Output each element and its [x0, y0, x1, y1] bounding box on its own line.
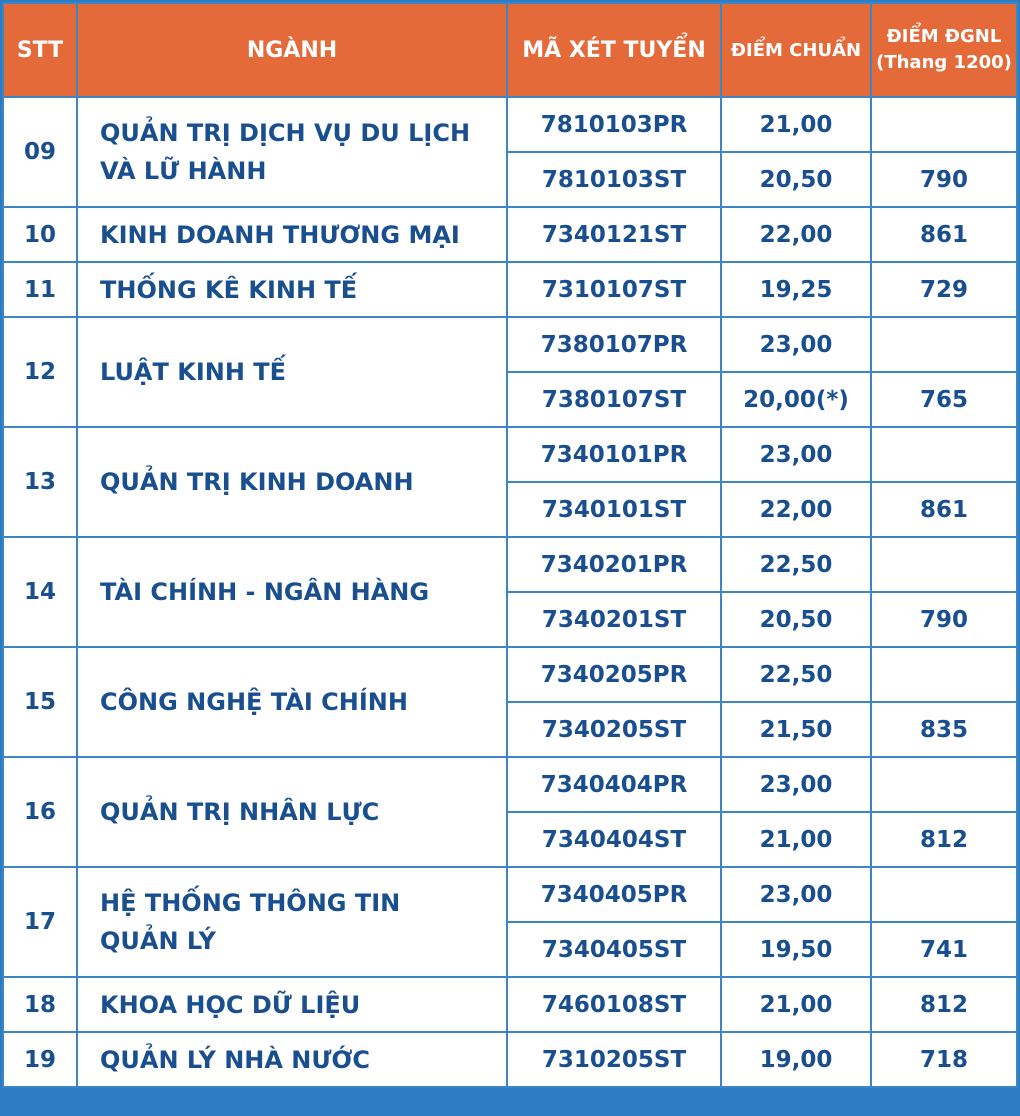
row-stt: 16 — [3, 757, 77, 867]
row-admission-code: 7380107PR — [507, 317, 721, 372]
row-stt: 17 — [3, 867, 77, 977]
row-stt: 14 — [3, 537, 77, 647]
row-dgnl-score — [871, 867, 1017, 922]
table-row — [3, 647, 1017, 702]
row-admission-code: 7340201ST — [507, 592, 721, 647]
header-stt: STT — [3, 3, 77, 97]
header-diem-dgnl-scale: (Thang 1200) — [876, 52, 1012, 73]
row-dgnl-score — [871, 317, 1017, 372]
row-admission-code: 7340405ST — [507, 922, 721, 977]
major-name-line1: HỆ THỐNG THÔNG TIN — [100, 889, 401, 917]
row-stt: 19 — [3, 1032, 77, 1087]
row-admission-code: 7340121ST — [507, 207, 721, 262]
row-benchmark-score: 20,50 — [721, 152, 871, 207]
row-benchmark-score: 21,00 — [721, 812, 871, 867]
row-admission-code: 7340201PR — [507, 537, 721, 592]
row-stt: 09 — [3, 97, 77, 207]
major-name-line1: THỐNG KÊ KINH TẾ — [100, 275, 358, 304]
row-benchmark-score: 22,50 — [721, 537, 871, 592]
row-dgnl-score: 741 — [871, 922, 1017, 977]
row-dgnl-score: 718 — [871, 1032, 1017, 1087]
major-name-line1: QUẢN TRỊ NHÂN LỰC — [100, 798, 380, 826]
major-name-line2: QUẢN LÝ — [100, 927, 216, 955]
table-row — [3, 317, 1017, 372]
row-benchmark-score: 23,00 — [721, 867, 871, 922]
row-major-name — [77, 207, 507, 262]
row-dgnl-score: 812 — [871, 977, 1017, 1032]
row-admission-code: 7340205ST — [507, 702, 721, 757]
table-body — [3, 97, 1017, 1087]
table-row — [3, 97, 1017, 152]
header-ma-xet-tuyen: MÃ XÉT TUYỂN — [507, 3, 721, 97]
row-major-name — [77, 97, 507, 207]
row-admission-code: 7340404PR — [507, 757, 721, 812]
row-admission-code: 7340101ST — [507, 482, 721, 537]
row-benchmark-score: 21,50 — [721, 702, 871, 757]
major-name-line2: VÀ LỮ HÀNH — [100, 157, 267, 185]
row-stt: 12 — [3, 317, 77, 427]
row-benchmark-score: 21,00 — [721, 977, 871, 1032]
header-diem-chuan: ĐIỂM CHUẨN — [721, 3, 871, 97]
row-admission-code: 7810103PR — [507, 97, 721, 152]
row-benchmark-score: 20,50 — [721, 592, 871, 647]
row-dgnl-score: 765 — [871, 372, 1017, 427]
table-row — [3, 977, 1017, 1032]
row-admission-code: 7340405PR — [507, 867, 721, 922]
row-dgnl-score — [871, 647, 1017, 702]
row-major-name — [77, 977, 507, 1032]
table-row — [3, 537, 1017, 592]
row-admission-code: 7380107ST — [507, 372, 721, 427]
major-name-line1: QUẢN LÝ NHÀ NƯỚC — [100, 1045, 371, 1074]
row-major-name — [77, 1032, 507, 1087]
row-major-name — [77, 867, 507, 977]
row-admission-code: 7340205PR — [507, 647, 721, 702]
row-dgnl-score: 790 — [871, 592, 1017, 647]
row-benchmark-score: 22,00 — [721, 207, 871, 262]
header-diem-dgnl-title: ĐIỂM ĐGNL — [886, 26, 1002, 47]
row-dgnl-score: 861 — [871, 482, 1017, 537]
row-admission-code: 7340101PR — [507, 427, 721, 482]
header-diem-dgnl — [871, 3, 1017, 97]
table-row — [3, 1032, 1017, 1087]
row-benchmark-score: 20,00(*) — [721, 372, 871, 427]
row-benchmark-score: 23,00 — [721, 757, 871, 812]
row-benchmark-score: 23,00 — [721, 317, 871, 372]
row-major-name — [77, 317, 507, 427]
row-stt: 15 — [3, 647, 77, 757]
table-row — [3, 207, 1017, 262]
row-stt: 11 — [3, 262, 77, 317]
row-major-name — [77, 537, 507, 647]
row-admission-code: 7810103ST — [507, 152, 721, 207]
row-benchmark-score: 22,00 — [721, 482, 871, 537]
row-dgnl-score: 812 — [871, 812, 1017, 867]
row-benchmark-score: 19,50 — [721, 922, 871, 977]
row-benchmark-score: 19,00 — [721, 1032, 871, 1087]
row-dgnl-score: 790 — [871, 152, 1017, 207]
row-major-name — [77, 427, 507, 537]
major-name-line1: CÔNG NGHỆ TÀI CHÍNH — [100, 688, 408, 716]
row-dgnl-score — [871, 757, 1017, 812]
row-stt: 10 — [3, 207, 77, 262]
row-major-name — [77, 262, 507, 317]
major-name-line1: KINH DOANH THƯƠNG MẠI — [100, 220, 460, 249]
table-row — [3, 427, 1017, 482]
major-name-line1: TÀI CHÍNH - NGÂN HÀNG — [100, 578, 430, 606]
row-dgnl-score — [871, 537, 1017, 592]
row-dgnl-score — [871, 427, 1017, 482]
major-name-line1: KHOA HỌC DỮ LIỆU — [100, 990, 361, 1019]
row-admission-code: 7310205ST — [507, 1032, 721, 1087]
row-admission-code: 7340404ST — [507, 812, 721, 867]
major-name-line1: LUẬT KINH TẾ — [100, 358, 287, 386]
major-name-line1: QUẢN TRỊ DỊCH VỤ DU LỊCH — [100, 119, 471, 147]
row-dgnl-score: 729 — [871, 262, 1017, 317]
row-major-name — [77, 647, 507, 757]
row-major-name — [77, 757, 507, 867]
row-benchmark-score: 23,00 — [721, 427, 871, 482]
row-dgnl-score — [871, 97, 1017, 152]
major-name-line1: QUẢN TRỊ KINH DOANH — [100, 468, 414, 496]
row-admission-code: 7460108ST — [507, 977, 721, 1032]
row-benchmark-score: 22,50 — [721, 647, 871, 702]
table-row — [3, 867, 1017, 922]
row-stt: 13 — [3, 427, 77, 537]
row-benchmark-score: 21,00 — [721, 97, 871, 152]
header-nganh: NGÀNH — [77, 3, 507, 97]
table-row — [3, 757, 1017, 812]
row-admission-code: 7310107ST — [507, 262, 721, 317]
table-header-row — [3, 3, 1017, 97]
table-row — [3, 262, 1017, 317]
row-dgnl-score: 861 — [871, 207, 1017, 262]
admission-score-table — [2, 2, 1018, 1088]
row-benchmark-score: 19,25 — [721, 262, 871, 317]
row-stt: 18 — [3, 977, 77, 1032]
row-dgnl-score: 835 — [871, 702, 1017, 757]
